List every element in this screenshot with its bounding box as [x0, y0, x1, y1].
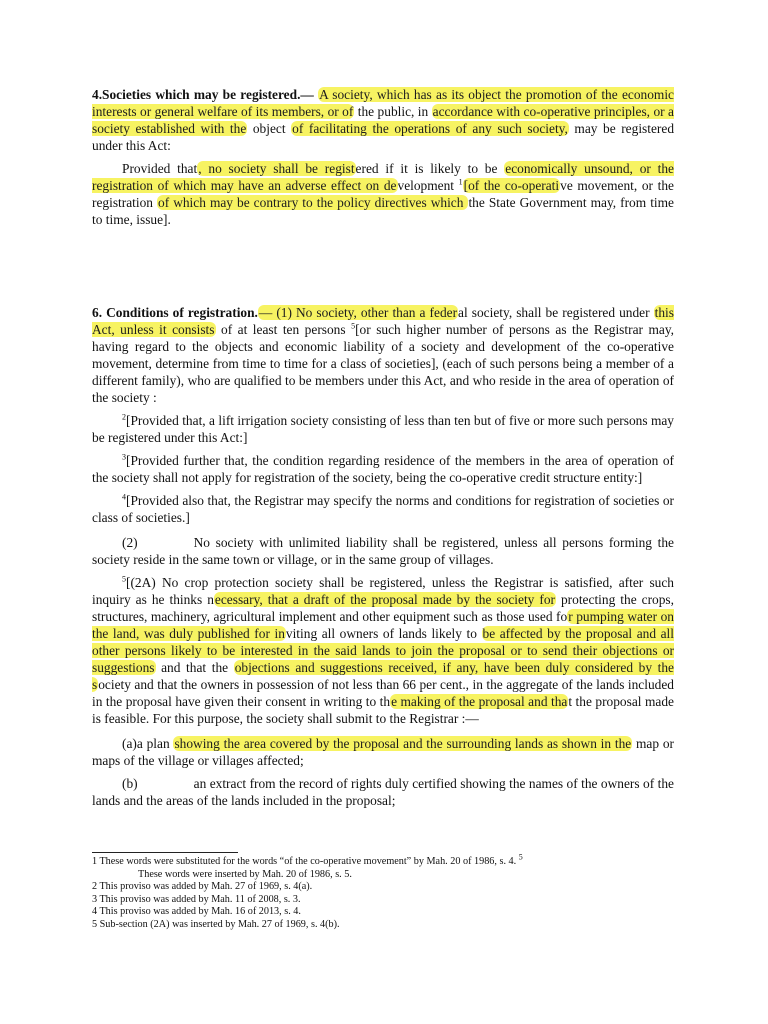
footnote-ref[interactable]: 3	[122, 452, 126, 462]
highlight: e making of the proposal and tha	[391, 694, 568, 709]
footnote-ref[interactable]: 5	[122, 574, 126, 584]
footnote-3: 3 This proviso was added by Mah. 11 of 2008, s. 3.	[92, 893, 301, 905]
proviso-2: $^2$[Provided that, a lift irrigation society consisting of less than ten but of five or more such persons may be registered under this Act:]	[92, 412, 674, 445]
highlight: be affected by the proposal and all other persons likely to be interested in the said lands to join the proposal or to send their objections or suggestions	[92, 626, 674, 675]
highlight: of facilitating the operations of any such society,	[292, 121, 568, 136]
highlight: economically unsound, or the registration of which may have an adverse effect on de	[92, 161, 675, 193]
footnote-ref[interactable]: 5	[351, 321, 356, 331]
footnote-1-continuation: These words were inserted by Mah. 20 of 1986, s. 5.	[138, 868, 352, 880]
footnotes	[92, 852, 692, 931]
sub-section-2a: $^5$[(2A) No crop protection society shall be registered, unless the Registrar is satisfied, after such inquiry as he thinks necessary, that a draft of the proposal made by the society for protecting the crops, structures, machinery, agricultural implement and other equipment such as those used for pumping water on the land, was duly published for inviting all owners of lands likely to be affected by the proposal and all other persons likely to be interested in the said lands to join the proposal or to send their objections or suggestions and that the objections and suggestions received, if any, have been duly considered by the society and that the owners in possession of not less than 66 per cent., in the aggregate of the lands included in the proposal have given their consent in writing to the making of the proposal and that the proposal made is feasible. For this purpose, the society shall submit to the Registrar :—	[92, 574, 674, 726]
sub-section-2: (2) No society with unlimited liability shall be registered, unless all persons forming the society reside in the same town or village, or in the same group of villages.	[92, 535, 674, 567]
footnote-2: 2 This proviso was added by Mah. 27 of 1969, s. 4(a).	[92, 881, 313, 892]
highlight: ecessary, that a draft of the proposal made by the society for	[214, 592, 555, 607]
highlight: of which may be contrary to the policy directives which	[158, 195, 468, 210]
highlight: objections and suggestions received, if any, have been duly considered by the s	[92, 660, 674, 692]
footnote-5: 5 Sub-section (2A) was inserted by Mah. 27 of 1969, s. 4(b).	[92, 918, 340, 930]
section-4-heading: 4.Societies which may be registered.—	[92, 87, 314, 102]
document-body	[92, 86, 674, 809]
highlight: A society, which has as its object the promotion of the economic interests or general welfare of its members, or of	[92, 87, 675, 119]
section-4-proviso: Provided that, no society shall be registered if it is likely to be economically unsound, or the registration of which may have an adverse effect on development $^1$[of the co-operative movement, or the registration of which may be contrary to the policy directives which the State Government may, from time to time, issue].	[92, 161, 675, 227]
highlight: showing the area covered by the proposal and the surrounding lands as shown in the	[174, 736, 632, 751]
proviso-3: $^3$[Provided further that, the condition regarding residence of the members in the area of operation of the society shall not apply for registration of the society, being the co-operative credit structure entity:]	[92, 452, 674, 485]
highlight: this Act, unless it consists	[92, 305, 674, 337]
section-6-heading: 6. Conditions of registration.	[92, 305, 258, 320]
highlight: accordance with co-operative principles, or a society established with the	[92, 104, 674, 136]
section-6-paragraph: 6. Conditions of registration.— (1) No society, other than a federal society, shall be registered under this Act, unless it consists of at least ten persons $^5$[or such higher number of persons as the Registrar may, having regard to the objects and economic liability of a society and development of the co-operative movement, determine from time to time for a class of societies], (each of such persons being a member of a different family), who are qualified to be members under this Act, and who reside in the area of operation of the society :	[92, 305, 674, 405]
highlight: — (1) No society, other than a feder	[258, 305, 458, 320]
highlight: [of the co-operati	[463, 178, 560, 193]
highlight: , no society shall be regist	[198, 161, 355, 176]
section-4-paragraph: 4.Societies which may be registered.— A society, which has as its object the promotion of the economic interests or general welfare of its members, or of the public, in accordance with co-operative principles, or a society established with the object of facilitating the operations of any such society, may be registered under this Act:	[92, 87, 675, 153]
footnote-divider	[92, 852, 238, 853]
highlight: r pumping water on the land, was duly published for in	[92, 609, 674, 641]
proviso-4: $^4$[Provided also that, the Registrar may specify the norms and conditions for registration of societies or class of societies.]	[92, 492, 674, 525]
item-a: (a)a plan showing the area covered by the proposal and the surrounding lands as shown in the map or maps of the village or villages affected;	[92, 736, 675, 768]
footnote-ref[interactable]: 2	[122, 412, 126, 422]
footnote-ref[interactable]: 1	[458, 177, 463, 187]
item-b: (b) an extract from the record of rights duly certified showing the names of the owners of the lands and the areas of the lands included in the proposal;	[92, 776, 674, 808]
footnote-4: 4 This proviso was added by Mah. 16 of 2013, s. 4.	[92, 906, 301, 917]
footnote-1: 1 These words were substituted for the words “of the co-operative movement” by Mah. 20 of 1986, s. 4. $^5$	[92, 852, 523, 867]
footnote-ref[interactable]: 4	[122, 492, 126, 502]
